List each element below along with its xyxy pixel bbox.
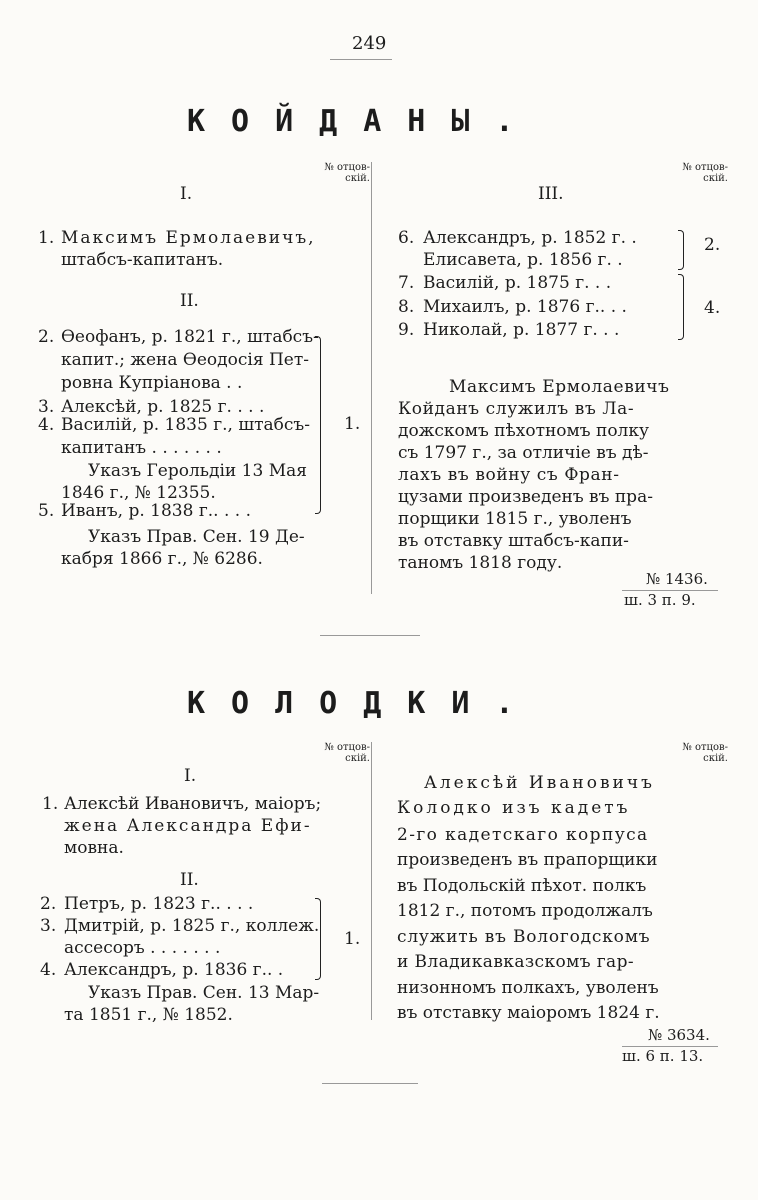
father-ref: 1. (344, 414, 361, 434)
bio-line: произведенъ въ прапорщики (397, 850, 658, 870)
bio-line: Алексѣй Ивановичъ (424, 773, 655, 793)
person-line: капитанъ . . . . . . . (61, 438, 222, 458)
entry-number: 4. (40, 960, 57, 980)
bio-line: въ отставку штабсъ-капи- (398, 531, 629, 551)
page-number-rule (330, 59, 392, 60)
entry-number: 3. (38, 397, 55, 417)
bio-line: низонномъ полкахъ, уволенъ (397, 978, 659, 998)
column-divider-2 (371, 742, 372, 1020)
person-line: ассесоръ . . . . . . . (64, 938, 221, 958)
person-line: Иванъ, р. 1838 г.. . . . (61, 501, 251, 521)
section-separator (320, 635, 420, 636)
col-header-right-2: № отцов- скій. (682, 742, 728, 764)
father-ref: 2. (704, 235, 721, 255)
person-line: Михаилъ, р. 1876 г.. . . (423, 297, 627, 317)
bio-line: цузами произведенъ въ пра- (398, 487, 653, 507)
person-line: Василій, р. 1875 г. . . (423, 273, 612, 293)
person-line: Николай, р. 1877 г. . . (423, 320, 620, 340)
entry-number: 7. (398, 273, 415, 293)
decree-line: та 1851 г., № 1852. (64, 1005, 233, 1025)
bio-line: таномъ 1818 году. (398, 553, 563, 573)
generation-i: I. (180, 184, 193, 204)
bracket (315, 336, 321, 514)
bio-line: порщики 1815 г., уволенъ (398, 509, 632, 529)
generation-ii: II. (180, 291, 199, 311)
person-line: ровна Купріанова . . (61, 373, 243, 393)
bio-line: въ отставку маіоромъ 1824 г. (397, 1003, 660, 1023)
bio-line: 1812 г., потомъ продолжалъ (397, 901, 653, 921)
col-header-left-2: № отцов- скій. (324, 742, 370, 764)
person-line: Алексѣй Ивановичъ, маіоръ; (64, 794, 322, 814)
generation-ii: II. (180, 870, 199, 890)
person-rank: штабсъ-капитанъ. (61, 250, 224, 270)
person-name: Максимъ Ермолаевичъ, (61, 228, 316, 248)
person-line: мовна. (64, 838, 124, 858)
shelf-mark: ш. 3 п. 9. (624, 591, 696, 609)
person-line: Петръ, р. 1823 г.. . . . (64, 894, 254, 914)
bio-line: Максимъ Ермолаевичъ (449, 377, 670, 397)
entry-number: 8. (398, 297, 415, 317)
bio-line: съ 1797 г., за отличіе въ дѣ- (398, 443, 649, 463)
person-line: Өеофанъ, р. 1821 г., штабсъ- (61, 327, 319, 347)
entry-number: 1. (42, 794, 59, 814)
decree-line: 1846 г., № 12355. (61, 483, 216, 503)
entry-number: 3. (40, 916, 57, 936)
generation-iii: III. (538, 184, 564, 204)
person-line: капит.; жена Өеодосія Пет- (61, 350, 309, 370)
page-number: 249 (352, 33, 387, 54)
bio-line: Колодко изъ кадетъ (397, 798, 631, 818)
bio-line: лахъ въ войну съ Фран- (398, 465, 620, 485)
father-ref: 1. (344, 929, 361, 949)
col-header-right-1: № отцов- скій. (682, 162, 728, 184)
entry-number: 5. (38, 501, 55, 521)
col-header-left-1: № отцов- скій. (324, 162, 370, 184)
file-number: № 1436. (646, 570, 708, 588)
shelf-mark: ш. 6 п. 13. (622, 1047, 704, 1065)
entry-number: 4. (38, 415, 55, 435)
section-title-koidany: КОЙДАНЫ. (187, 104, 540, 139)
entry-number: 2. (40, 894, 57, 914)
person-line: Елисавета, р. 1856 г. . (423, 250, 623, 270)
decree-line: Указъ Прав. Сен. 19 Де- (88, 527, 305, 547)
entry-number: 1. (38, 228, 55, 248)
entry-number: 6. (398, 228, 415, 248)
bracket (678, 230, 684, 270)
bio-line: 2-го кадетскаго корпуса (397, 825, 649, 845)
bio-line: въ Подольскій пѣхот. полкъ (397, 876, 647, 896)
column-divider-1 (371, 162, 372, 594)
bio-line: и Владикавказскомъ гар- (397, 952, 635, 972)
generation-i: I. (184, 766, 197, 786)
bio-line: Койданъ служилъ въ Ла- (398, 399, 635, 419)
bio-line: служить въ Вологодскомъ (397, 927, 651, 947)
person-line: жена Александра Ефи- (64, 816, 312, 836)
section-title-kolodki: КОЛОДКИ. (187, 686, 540, 721)
bracket (315, 898, 321, 980)
entry-number: 9. (398, 320, 415, 340)
person-line: Александръ, р. 1836 г.. . (64, 960, 284, 980)
bio-line: дожскомъ пѣхотномъ полку (398, 421, 649, 441)
decree-line: Указъ Прав. Сен. 13 Мар- (88, 983, 320, 1003)
person-line: Алексѣй, р. 1825 г. . . . (61, 397, 265, 417)
bracket (678, 274, 684, 340)
person-line: Александръ, р. 1852 г. . (423, 228, 637, 248)
person-line: Дмитрій, р. 1825 г., коллеж. (64, 916, 320, 936)
decree-line: кабря 1866 г., № 6286. (61, 549, 263, 569)
person-line: Василій, р. 1835 г., штабсъ- (61, 415, 310, 435)
decree-line: Указъ Герольдіи 13 Мая (88, 461, 307, 481)
file-number: № 3634. (648, 1026, 710, 1044)
father-ref: 4. (704, 298, 721, 318)
section-separator (322, 1083, 418, 1084)
entry-number: 2. (38, 327, 55, 347)
